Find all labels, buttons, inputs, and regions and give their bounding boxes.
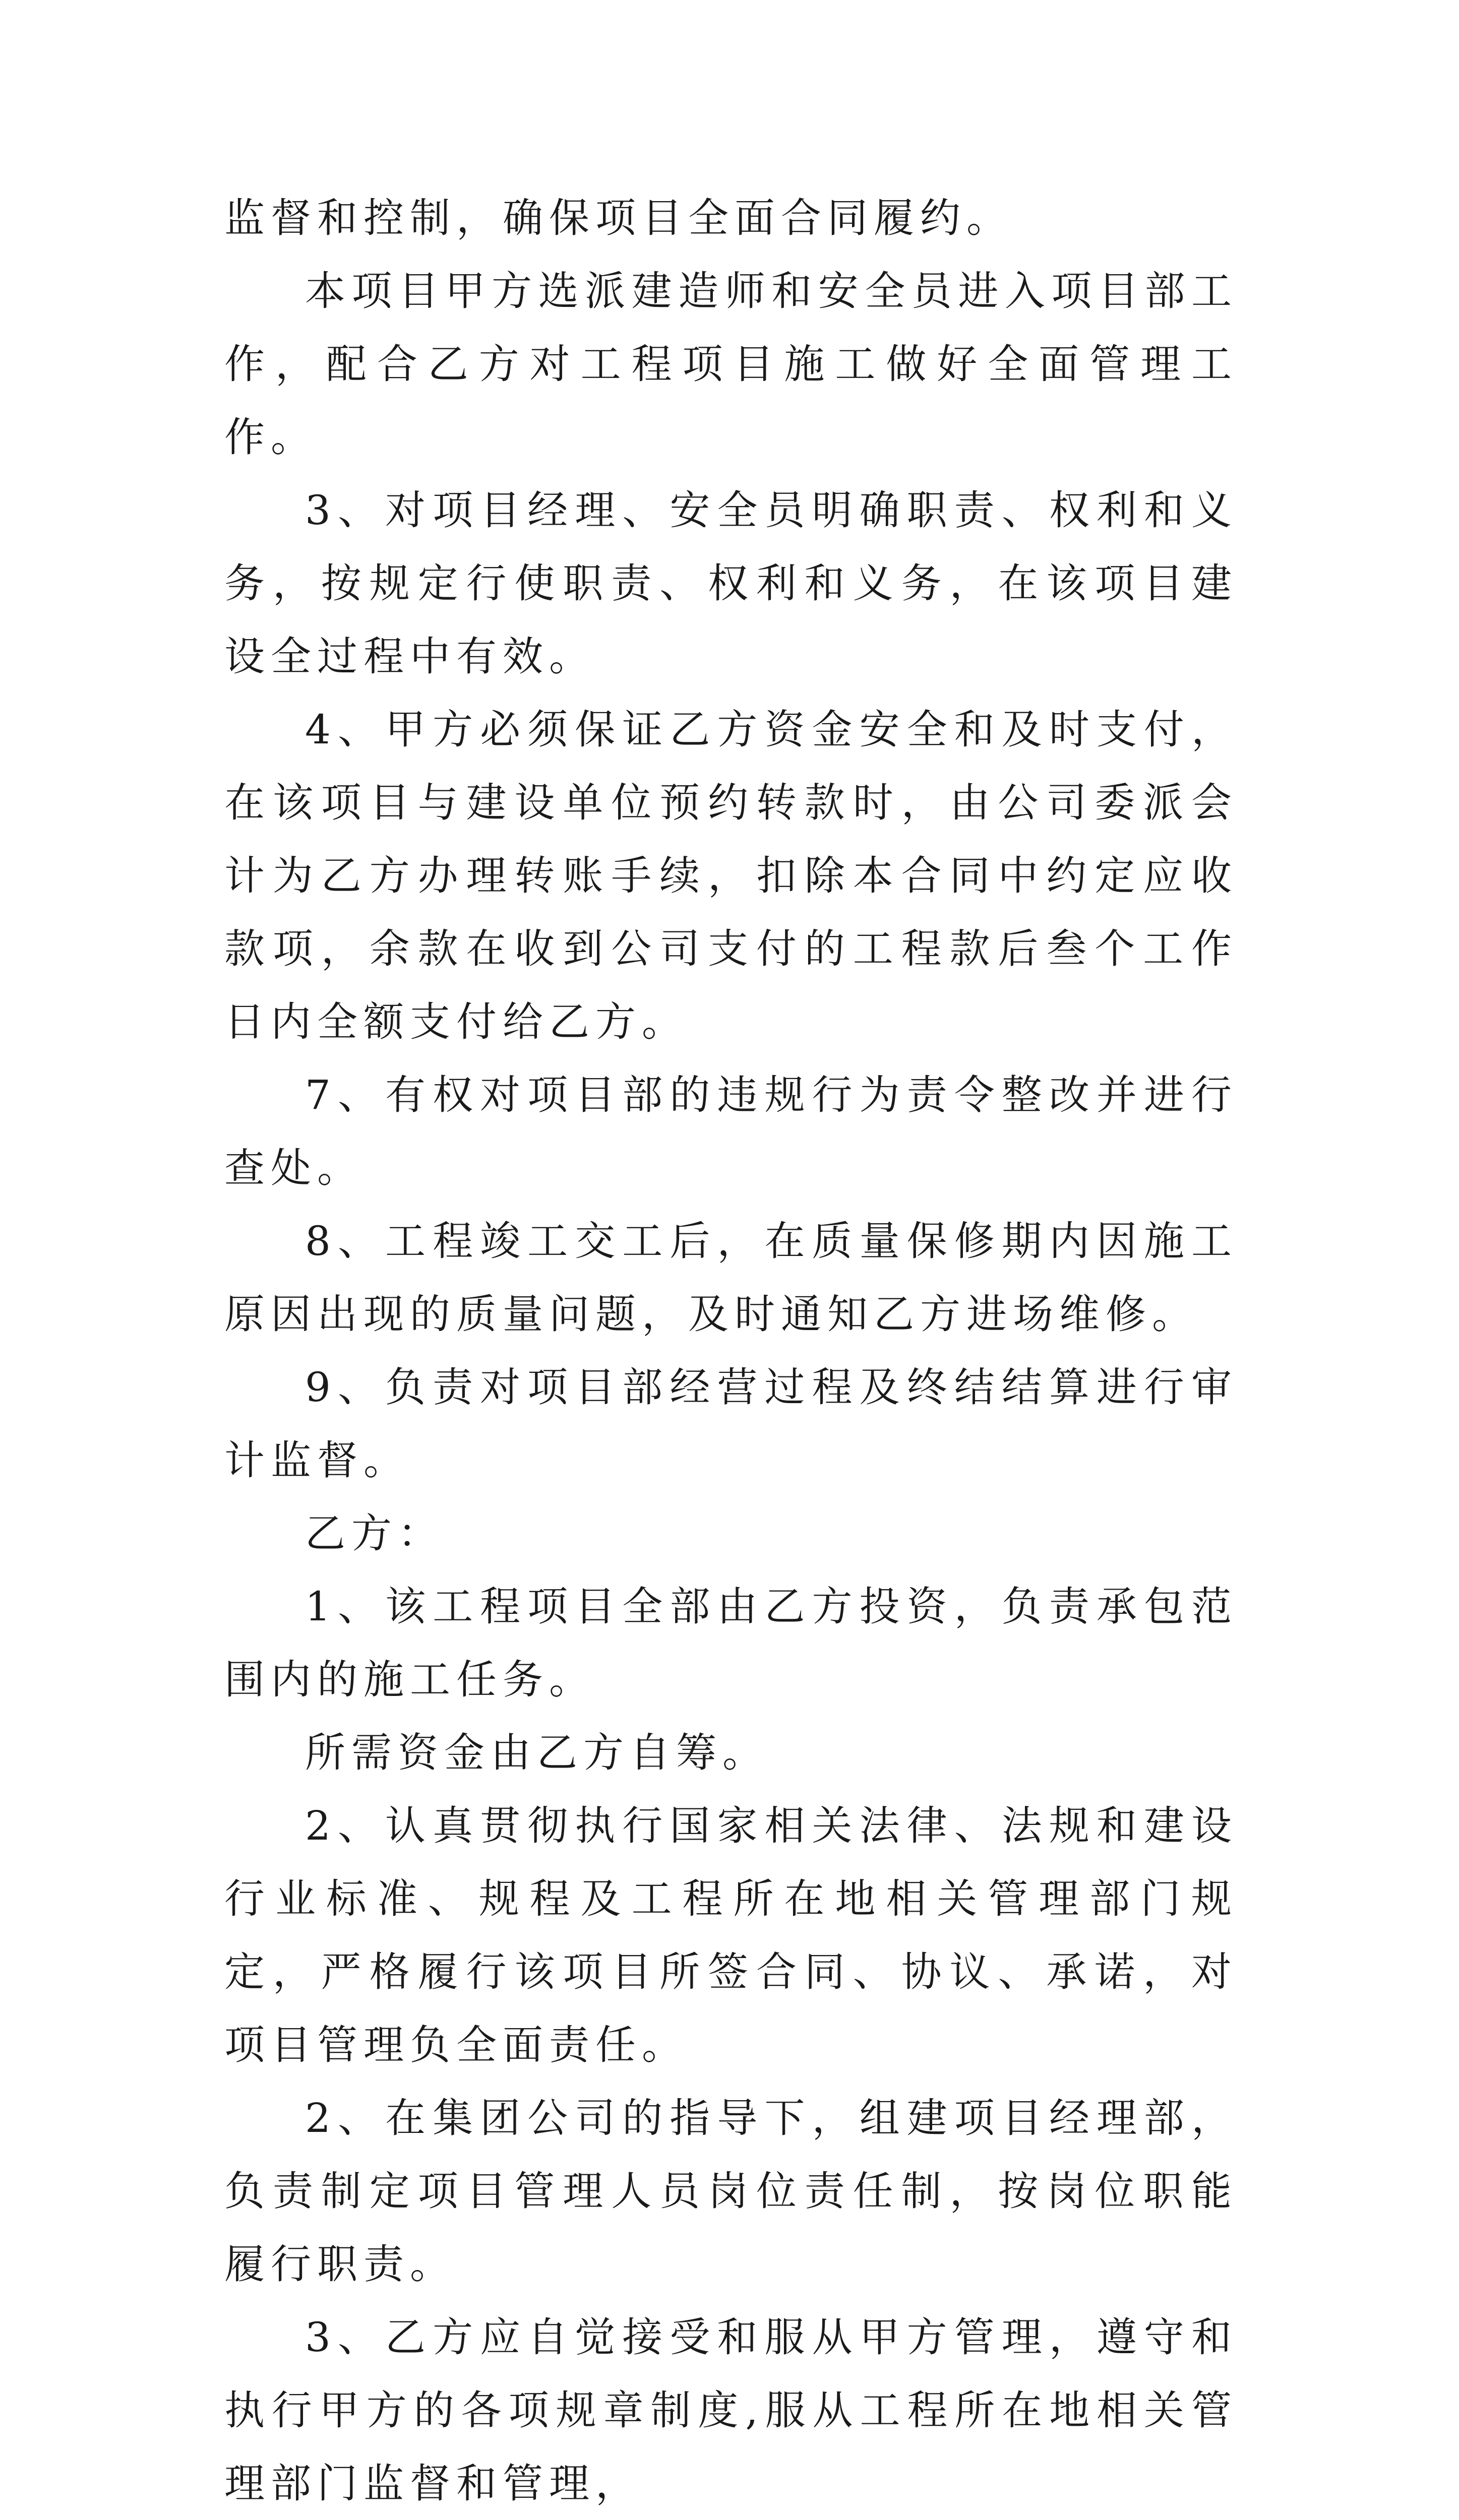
paragraph-party-b-clause-2b: 2、在集团公司的指导下，组建项目经理部，负责制定项目管理人员岗位责任制，按岗位职能履行职责。 xyxy=(224,2095,1238,2288)
paragraph-funding: 所需资金由乙方自筹。 xyxy=(305,1729,769,1776)
paragraph-clause-7: 7、有权对项目部的违规行为责令整改并进行查处。 xyxy=(224,1072,1238,1191)
paragraph-clause-4: 4、甲方必须保证乙方资金安全和及时支付，在该项目与建设单位预约转款时，由公司委派会计为乙方办理转账手续，扣除本合同中约定应收款项，余款在收到公司支付的工程款后叁个工作日内全额支付给乙方。 xyxy=(224,706,1238,1045)
paragraph-party-b-clause-1: 1、该工程项目全部由乙方投资，负责承包范围内的施工任务。 xyxy=(224,1583,1238,1703)
paragraph-supervisor-assignment: 本项目甲方选派建造师和安全员进入项目部工作，配合乙方对工程项目施工做好全面管理工作。 xyxy=(224,268,1238,461)
section-heading-party-b: 乙方： xyxy=(305,1510,444,1557)
paragraph-clause-9: 9、负责对项目部经营过程及终结结算进行审计监督。 xyxy=(224,1364,1238,1484)
paragraph-clause-3: 3、对项目经理、安全员明确职责、权利和义务，按规定行使职责、权利和义务，在该项目建设全过程中有效。 xyxy=(224,487,1238,680)
paragraph-clause-8: 8、工程竣工交工后，在质量保修期内因施工原因出现的质量问题，及时通知乙方进场维修。 xyxy=(224,1218,1238,1338)
paragraph-party-b-clause-2a: 2、认真贯彻执行国家相关法律、法规和建设行业标准、规程及工程所在地相关管理部门规定，严格履行该项目所签合同、协议、承诺，对项目管理负全面责任。 xyxy=(224,1802,1238,2068)
paragraph-party-b-clause-3: 3、乙方应自觉接受和服从甲方管理，遵守和执行甲方的各项规章制度,服从工程所在地相关管理部门监督和管理， xyxy=(224,2314,1238,2507)
paragraph-continuation: 监督和控制，确保项目全面合同履约。 xyxy=(224,195,1013,241)
document-body xyxy=(224,181,1238,2520)
